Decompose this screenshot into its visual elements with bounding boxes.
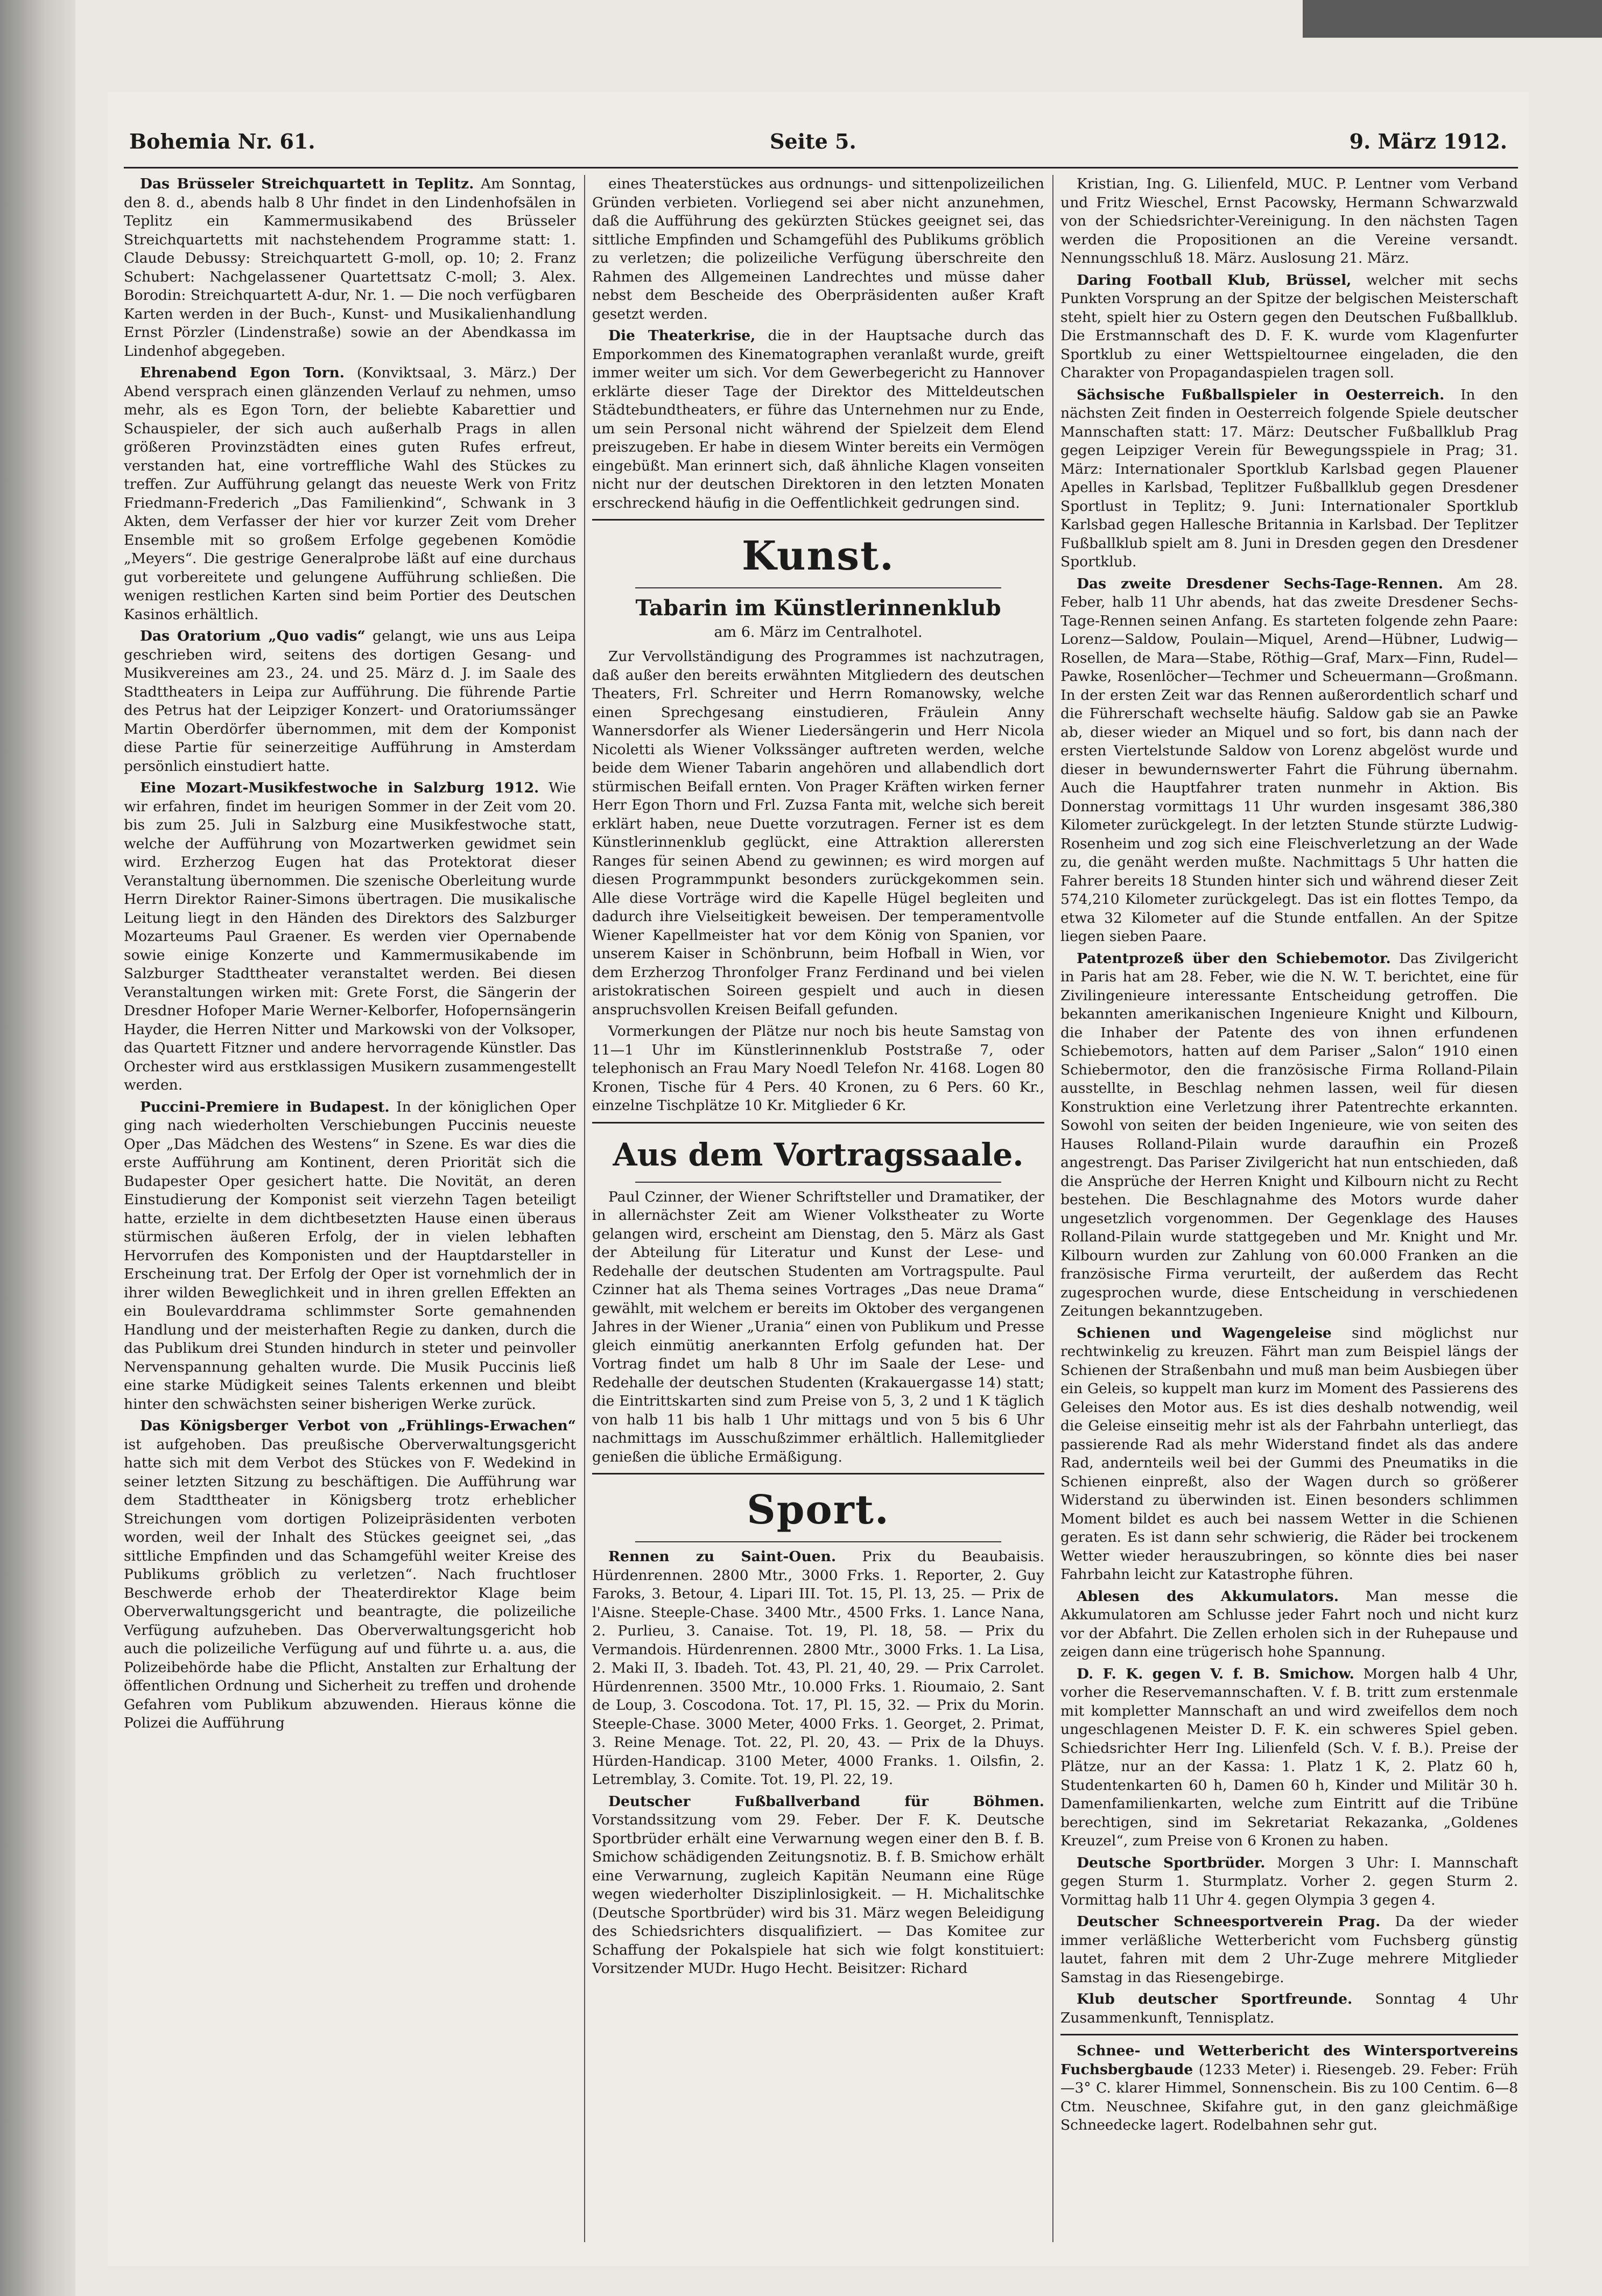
article <box>124 1098 576 1414</box>
article-text: (1233 Meter) i. Riesengeb. 29. Feber: Früh —3° C. klarer Himmel, Sonnenschein. Bis zu 100 Centim. 6—8 Ctm. Neuschnee, Skifahre gut, in den ganz gleichmäßige Schneedecke lagert. Rodelbahnen sehr gut. <box>1060 2061 1518 2133</box>
section-rule <box>592 519 1044 521</box>
heading-underline <box>635 587 1001 588</box>
article-title: Daring Football Klub, Brüssel, <box>1077 271 1352 289</box>
page-number: Seite 5. <box>770 129 856 153</box>
column-3 <box>1060 175 1518 2242</box>
article-title: Rennen zu Saint-Ouen. <box>608 1548 837 1565</box>
scan-left-edge <box>0 0 75 2296</box>
article <box>1060 2042 1518 2135</box>
article <box>1060 575 1518 946</box>
article-title: Sächsische Fußballspieler in Oesterreich. <box>1077 386 1445 403</box>
issue-date: 9. März 1912. <box>1349 129 1507 153</box>
article-text: Da der wieder immer verläßliche Wetterbericht vom Fuchsberg günstig lautet, fahren mit dem 2 Uhr-Zuge mehrere Mitglieder Samstag in das Riesengebirge. <box>1060 1913 1518 1986</box>
article-title: Deutsche Sportbrüder. <box>1077 1854 1266 1871</box>
article-text: Vorstandssitzung vom 29. Feber. Der F. K. Deutsche Sportbrüder erhält eine Verwarnung wegen einer den B. f. B. Smichow schädigenden Zeitungsnotiz. B. f. B. Smichow erhält eine Verwarnung, zugleich Kapitän Neumann eine Rüge wegen wiederholter Disziplinlosigkeit. — H. Michalitschke (Deutsche Sportbrüder) wird bis 31. März wegen Beleidigung des Schiedsrichters disqualifiziert. — Das Komitee zur Schaffung der Pokalspiele hat sich wie folgt konstituiert: Vorsitzender MUDr. Hugo Hecht. Beisitzer: Richard <box>592 1811 1044 1977</box>
column-2 <box>592 175 1044 2242</box>
article-title: Das Oratorium „Quo vadis“ <box>140 628 366 644</box>
article-text: die in der Hauptsache durch das Emporkommen des Kinematographen veranlaßt wurde, greift immer weiter um sich. Vor dem Gewerbegericht zu Hannover erklärte dieser Tage der Direktor des Mitteldeutschen Städtebundtheaters, er führe das Unternehmen nur zu Ende, um sein Personal nicht während der Spielzeit dem Elend preiszugeben. Er habe in diesem Winter bereits ein Vermögen eingebüßt. Man erinnert sich, daß ähnliche Klagen vonseiten nicht nur der deutschen Direktoren in den letzten Monaten erschreckend häufig in die Oeffentlichkeit gedrungen sind. <box>592 327 1044 511</box>
running-head <box>108 129 1529 162</box>
section-rule <box>592 1473 1044 1475</box>
article-paragraph: Zur Vervollständigung des Programmes ist nachzutragen, daß außer den bereits erwähnten Mitgliedern des deutschen Theaters, Frl. Schreiter und Herrn Romanowsky, welche einen Sprechgesang einstudieren, Fräulein Anny Wannersdorfer als Wiener Liedersängerin und Herr Nicola Nicoletti als Wiener Volkssänger auftreten werden, welche beide dem Wiener Tabarin angehören und allabendlich dort stürmischen Beifall ernten. Von Prager Kräften wirken ferner Herr Egon Thorn und Frl. Zuzsa Fanta mit, welche sich bereit erklärt haben, neue Duette vorzutragen. Ferner ist es dem Künstlerinnenklub geglückt, eine Attraktion allerersten Ranges für seinen Abend zu gewinnen; es wird morgen auf diesen Programmpunkt besonders zurückgekommen sein. Alle diese Vorträge wird die Kapelle Hügel begleiten und dadurch ihre Vielseitigkeit beweisen. Der temperamentvolle Wiener Kapellmeister hat vor dem König von Spanien, vor unserem Kaiser in Schönbrunn, beim Hofball in Wien, vor dem Erzherzog Thronfolger Franz Ferdinand und bei vielen aristokratischen Soireen gespielt und auch in diesen anspruchsvollen Kreisen Beifall gefunden. <box>592 648 1044 1018</box>
article <box>1060 271 1518 383</box>
article-title: Klub deutscher Sportfreunde. <box>1077 1991 1353 2007</box>
article-paragraph: Paul Czinner, der Wiener Schriftsteller und Dramatiker, der in allernächster Zeit am Wiener Volkstheater zu Worte gelangen wird, erscheint am Dienstag, den 5. März als Gast der Abteilung für Literatur und Kunst der Lese- und Redehalle der deutschen Studenten am Vortragspulte. Paul Czinner hat als Thema seines Vortrages „Das neue Drama“ gewählt, mit welchem er bereits im Oktober des vergangenen Jahres in der Wiener „Urania“ einen von Publikum und Presse gleich einmütig anerkannten Erfolg gefunden hat. Der Vortrag findet um halb 8 Uhr im Saale der Lese- und Redehalle der deutschen Studenten (Krakauergasse 14) statt; die Eintrittskarten sind zum Preise von 5, 3, 2 und 1 K täglich von halb 11 bis halb 1 Uhr mittags und von 5 bis 6 Uhr nachmittags im Ausschußzimmer erhältlich. Hallemitglieder genießen die übliche Ermäßigung. <box>592 1188 1044 1465</box>
article-title: Ablesen des Akkumulators. <box>1077 1588 1339 1605</box>
article-text: Prix du Beaubaisis. Hürdenrennen. 2800 Mtr., 3000 Frks. 1. Reporter, 2. Guy Faroks, 3. Betour, 4. Lipari III. Tot. 15, Pl. 13, 25. — Prix de l'Aisne. Steeple-Chase. 3400 Mtr., 4500 Frks. 1. Lance Nana, 2. Purlieu, 3. Canaise. Tot. 19, Pl. 18, 58. — Prix du Vermandois. Hürdenrennen. 2800 Mtr., 3000 Frks. 1. La Lisa, 2. Maki II, 3. Ibadeh. Tot. 43, Pl. 21, 40, 29. — Prix Carrolet. Hürdenrennen. 3500 Mtr., 10.000 Frks. 1. Rioumaio, 2. Sant de Loup, 3. Coscodona. Tot. 17, Pl. 15, 32. — Prix du Morin. Steeple-Chase. 3000 Meter, 4000 Frks. 1. Georget, 2. Primat, 3. Reine Menage. Tot. 22, Pl. 20, 43. — Prix de la Dhuys. Hürden-Handicap. 3100 Meter, 4000 Franks. 1. Oilsfin, 2. Letremblay, 3. Comite. Tot. 19, Pl. 22, 19. <box>592 1548 1044 1788</box>
article <box>124 779 576 1095</box>
article-text: Morgen 3 Uhr: I. Mannschaft gegen Sturm 1. Sturmplatz. Vorher 2. gegen Sturm 2. Vormittag halb 11 Uhr 4. gegen Olympia 3 gegen 4. <box>1060 1854 1518 1908</box>
article-text: Am Sonntag, den 8. d., abends halb 8 Uhr findet in den Lindenhofsälen in Teplitz ein Kammermusikabend des Brüsseler Streichquartetts mit nachstehendem Programme statt: 1. Claude Debussy: Streichquartett G-moll, op. 10; 2. Franz Schubert: Nachgelassener Quartettsatz C-moll; 3. Alex. Borodin: Streichquartett A-dur, Nr. 1. — Die noch verfügbaren Karten werden in der Buch-, Kunst- und Musikalienhandlung Ernst Pörzler (Lindenstraße) sowie an der Abendkassa im Lindenhof abgegeben. <box>124 175 576 360</box>
article <box>124 627 576 776</box>
article-title: Die Theaterkrise, <box>608 327 756 344</box>
article-text: Das Zivilgericht in Paris hat am 28. Feber, wie die N. W. T. berichtet, eine für Zivilingenieure interessante Entscheidung getroffen. Die bekannten amerikanischen Ingenieure Knight und Kilbourn, die Inhaber der Patente des von ihnen erfundenen Schiebemotors, hatten auf dem Pariser „Salon“ 1910 einen Schiebermotor, den die französische Firma Rolland-Pilain ausstellte, in Beschlag nehmen lassen, weil für diesen Konstruktion eine Verletzung ihrer Patentrechte erkannten. Sowohl von seiten der beiden Ingenieure, wie von seiten des Hauses Rolland-Pilain wurde daraufhin ein Prozeß angestrengt. Das Pariser Zivilgericht hat nun entschieden, daß die Ansprüche der Herren Knight und Kilbourn nicht zu Recht bestehen. Die Beschlagnahme des Motors wurde daher ungesetzlich vorgenommen. Der Gegenklage des Hauses Rolland-Pilain wurde stattgegeben und Mr. Knight und Mr. Kilbourn wurden zur Zahlung von 60.000 Franken an die französische Firma verurteilt, der außerdem das Recht zugesprochen wurde, diese Entscheidung in verschiedenen Zeitungen bekanntzugeben. <box>1060 950 1518 1319</box>
article-text: eines Theaterstückes aus ordnungs- und sittenpolizeilichen Gründen verbieten. Vorliegend sei aber nicht anzunehmen, daß die Aufführung des gekürzten Stückes geeignet sei, das sittliche Empfinden und Schamgefühl des Publikums gröblich zu verletzen; die polizeiliche Verfügung überschreite den Rahmen des Allgemeinen Landrechtes und müsse daher nebst dem Bescheide des Oberpräsidenten außer Kraft gesetzt werden. <box>592 175 1044 322</box>
article-text: Wie wir erfahren, findet im heurigen Sommer in der Zeit vom 20. bis zum 25. Juli in Salzburg eine Musikfestwoche statt, welche der Aufführung von Mozartwerken gewidmet sein wird. Erzherzog Eugen hat das Protektorat dieser Veranstaltung übernommen. Die szenische Oberleitung wurde Herrn Direktor Rainer-Simons übertragen. Die musikalische Leitung liegt in den Händen des Direktors des Salzburger Mozarteums Paul Graener. Es werden vier Opernabende sowie einige Konzerte und Kammermusikabende im Salzburger Stadttheater veranstaltet werden. Bei diesen Veranstaltungen wirken mit: Grete Forst, die Sängerin der Dresdner Hofoper Marie Werner-Kelborfer, Hofopernsängerin Hayder, die Herren Nitter und Markowski von der Volksoper, das Quartett Fitzner und andere hervorragende Künstler. Das Orchester wird aus erstklassigen Musikern zusammengestellt werden. <box>124 780 576 1093</box>
article-paragraph: Vormerkungen der Plätze nur noch bis heute Samstag von 11—1 Uhr im Künstlerinnenklub Poststraße 7, oder telephonisch an Frau Mary Noedl Telefon Nr. 4168. Logen 80 Kronen, Tische für 4 Pers. 40 Kronen, zu 6 Pers. 60 Kr., einzelne Tischplätze 10 Kr. Mitglieder 6 Kr. <box>592 1023 1044 1114</box>
newspaper-page <box>108 92 1529 2266</box>
section-heading-kunst: Kunst. <box>742 533 895 579</box>
article <box>1060 1324 1518 1584</box>
article <box>1060 1913 1518 1987</box>
article-title: Patentprozeß über den Schiebemotor. <box>1077 950 1391 967</box>
article-text: In der königlichen Oper ging nach wiederholten Verschiebungen Puccinis neueste Oper „Das Mädchen des Westens“ in Szene. Es war dies die erste Aufführung am Kontinent, deren Priorität sich die Budapester Oper gesichert hatte. Die Novität, an deren Einstudierung der Komponist seit vierzehn Tagen beteiligt hatte, erzielte in dem dichtbesetzten Hause einen überaus stürmischen äußeren Erfolg, der in vielen lebhaften Hervorrufen des Komponisten und der Hauptdarsteller in Erscheinung trat. Der Erfolg der Oper ist vornehmlich der in ihrer wilden Beweglichkeit und in ihren grellen Effekten an ein Boulevarddrama schlimmster Sorte gemahnenden Handlung und der meisterhaften Regie zu danken, durch die das Publikum drei Stunden hindurch in steter und peinvoller Nervenspannung gehalten wurde. Die Musik Puccinis ließ eine starke Müdigkeit seines Talents erkennen und bleibt hinter den schwächsten seiner bisherigen Werke zurück. <box>124 1098 576 1413</box>
article-title: Puccini-Premiere in Budapest. <box>140 1098 390 1115</box>
article-dateline: am 6. März im Centralhotel. <box>714 624 923 641</box>
article-title: Das Brüsseler Streichquartett in Teplitz. <box>140 175 474 192</box>
article <box>1060 386 1518 572</box>
article-title: Deutscher Schneesportverein Prag. <box>1077 1913 1381 1930</box>
article-text: Am 28. Feber, halb 11 Uhr abends, hat das zweite Dresdener Sechs-Tage-Rennen seinen Anfang. Es starteten folgende zehn Paare: Lorenz—Saldow, Poulain—Miquel, Arend—Hübner, Ludwig—Rosellen, de Mara—Stabe, Röthig—Graf, Marx—Finn, Rudel—Pawke, Rosenlöcher—Techmer und Scheuermann—Großmann. In der ersten Zeit war das Rennen außerordentlich scharf und die Führerschaft wechselte häufig. Saldow gab sie an Pawke ab, dieser wieder an Miquel und so fort, bis dann nach der ersten Viertelstunde Saldow von Lorenz abgelöst wurde und dieser in bewundernswerter Fahrt die Führung übernahm. Auch die Hauptfahrer traten nunmehr in Aktion. Bis Donnerstag vormittags 11 Uhr wurden insgesamt 386,380 Kilometer zurückgelegt. In der letzten Stunde stürzte Ludwig-Rosenheim und zog sich eine Fleischverletzung an der Wade zu, die genäht werden mußte. Nachmittags 5 Uhr hatten die Fahrer bereits 18 Stunden hinter sich und während dieser Zeit 574,210 Kilometer zurückgelegt. Das ist ein flottes Tempo, da etwa 32 Kilometer auf die Stunde entfallen. An der Spitze liegen sieben Paare. <box>1060 575 1518 945</box>
article <box>1060 175 1518 268</box>
article-title: Eine Mozart-Musikfestwoche in Salzburg 1912. <box>140 780 539 796</box>
article-text: In den nächsten Zeit finden in Oesterreich folgende Spiele deutscher Mannschaften statt: 17. März: Deutscher Fußballklub Prag gegen Leipziger Verein für Bewegungsspiele in Prag; 31. März: Internationaler Sportklub Karlsbad gegen Plauener Apelles in Karlsbad, Teplitzer Fußballklub gegen Dresdener Sportlust in Teplitz; 9. Juni: Internationaler Sportklub Karlsbad gegen Hallesche Britannia in Karlsbad. Der Teplitzer Fußballklub spielt am 8. Juni in Dresden gegen den Dresdener Sportklub. <box>1060 386 1518 570</box>
column-divider <box>1052 175 1053 2242</box>
scan-top-edge <box>1303 0 1602 38</box>
heading-underline <box>635 1182 1001 1183</box>
article-title: Schienen und Wagengeleise <box>1077 1324 1332 1342</box>
article <box>1060 1854 1518 1910</box>
article <box>124 364 576 624</box>
article <box>592 1793 1044 1978</box>
article-text: Kristian, Ing. G. Lilienfeld, MUC. P. Lentner vom Verband und Fritz Wieschel, Ernst Pacowsky, Hermann Schwarzwald von der Schiedsrichter-Vereinigung. In den nächsten Tagen werden die Propositionen an die Vereine versandt. Nennungsschluß 18. März. Auslosung 21. März. <box>1060 175 1518 266</box>
article-title: Ehrenabend Egon Torn. <box>140 364 345 381</box>
header-rule <box>124 167 1518 168</box>
heading-underline <box>635 1541 1001 1542</box>
article <box>1060 1665 1518 1851</box>
article-text: welcher mit sechs Punkten Vorsprung an der Spitze der belgischen Meisterschaft steht, spielt hier zu Ostern gegen den Deutschen Fußballklub. Die Erstmannschaft des D. F. K. wurde vom Klagenfurter Sportklub zu einer Wettspieltournee eingeladen, die den Charakter von Propagandaspielen tragen soll. <box>1060 271 1518 381</box>
article-title: Das zweite Dresdener Sechs-Tage-Rennen. <box>1077 575 1443 592</box>
article <box>1060 950 1518 1321</box>
article-title: Deutscher Fußballverband für Böhmen. <box>608 1793 1044 1810</box>
article-text: Sonntag 4 Uhr Zusammenkunft, Tennisplatz. <box>1060 1991 1518 2026</box>
column-1 <box>124 175 576 2242</box>
article <box>592 1548 1044 1789</box>
article-title: Das Königsberger Verbot von „Frühlings-Erwachen“ <box>140 1417 576 1434</box>
column-divider <box>584 175 585 2242</box>
article-text: Morgen halb 4 Uhr, vorher die Reservemannschaften. V. f. B. tritt zum erstenmale mit kompletter Mannschaft an und wird zweifellos dem noch ungeschlagenen Meister D. F. K. ein schweres Spiel geben. Schiedsrichter Herr Ing. Lilienfeld (Sch. V. f. B.). Preise der Plätze, nur an der Kassa: 1. Platz 1 K, 2. Platz 60 h, Studentenkarten 60 h, Damen 60 h, Kinder und Militär 30 h. Damenfamilienkarten, welche zum Eintritt auf die Tribüne berechtigen, sind im Sekretariat Rekazanka, „Goldenes Kreuzel“, zum Preise von 6 Kronen zu haben. <box>1060 1665 1518 1849</box>
article-text: gelangt, wie uns aus Leipa geschrieben wird, seitens des dortigen Gesang- und Musikvereines am 23., 24. und 25. März d. J. im Saale des Stadttheaters in Leipa zur Aufführung. Die führende Partie des Petrus hat der Leipziger Konzert- und Oratoriumssänger Martin Oberdörfer übernommen, mit dem der Komponist diese Partie für seinerzeitige Aufführung in Amsterdam persönlich einstudiert hatte. <box>124 628 576 775</box>
issue-number: Bohemia Nr. 61. <box>129 129 315 153</box>
section-heading-vortragssaal: Aus dem Vortragssaale. <box>613 1136 1024 1173</box>
article-headline: Tabarin im Künstlerinnenklub <box>635 595 1001 621</box>
article <box>592 175 1044 324</box>
article <box>124 175 576 361</box>
article-text: Man messe die Akkumulatoren am Schlusse jeder Fahrt noch und nicht kurz vor der Abfahrt. Die Zellen erholen sich in der Ruhepause und zeigen dann eine trügerisch hohe Spannung. <box>1060 1588 1518 1660</box>
section-rule <box>592 1122 1044 1124</box>
article-text: (Konviktsaal, 3. März.) Der Abend versprach einen glänzenden Verlauf zu nehmen, umso mehr, als es Egon Torn, der beliebte Kabarettier und Schauspieler, der sich auch außerhalb Prags in allen größeren Provinzstädten eines guten Rufes erfreut, verstanden hat, eine vortreffliche Wahl des Stückes zu treffen. Zur Aufführung gelangt das neueste Werk von Fritz Friedmann-Frederich „Das Familienkind“, Schwank in 3 Akten, dem Verfasser der hier vor kurzer Zeit vom Dreher Ensemble mit so großem Erfolge gegebenen Komödie „Meyers“. Die gestrige Generalprobe läßt auf eine durchaus gut vorbereitete und gelungene Aufführung schließen. Die wenigen restlichen Karten sind beim Portier des Deutschen Kasinos erhältlich. <box>124 364 576 623</box>
article <box>592 327 1044 512</box>
section-rule <box>1060 2034 1518 2035</box>
article-title: D. F. K. gegen V. f. B. Smichow. <box>1077 1665 1354 1682</box>
article <box>1060 1588 1518 1662</box>
article <box>124 1417 576 1733</box>
article <box>1060 1990 1518 2027</box>
article-text: sind möglichst nur rechtwinkelig zu kreuzen. Fährt man zum Beispiel längs der Schienen der Straßenbahn und muß man beim Ausbiegen über ein Geleis, so kuppelt man kurz im Moment des Passierens des Geleises den Motor aus. Es ist dies deshalb notwendig, weil die Geleise einseitig mehr ist als der Fahrbahn unterliegt, das passierende Rad als mehr Widerstand findet als das andere Rad, andernteils weil bei der Gummi des Pneumatiks in die Schienen einpreßt, also der Wagen durch so größerer Widerstand zu überwinden ist. Einen besonders schlimmen Moment bildet es auch bei nassem Wetter in die Schienen geraten. Es ist dann sehr schwierig, die Räder bei trockenem Wetter wieder herauszubringen, so könnte dies bei naser Fahrbahn leicht zur Katastrophe führen. <box>1060 1324 1518 1583</box>
article-title: Schnee- und Wetterbericht des Wintersportvereins Fuchsbergbaude <box>1060 2042 1518 2078</box>
section-heading-sport: Sport. <box>747 1487 890 1533</box>
article-text: ist aufgehoben. Das preußische Oberverwaltungsgericht hatte sich mit dem Verbot des Stückes von F. Wedekind in seiner letzten Sitzung zu beschäftigen. Die Aufführung war dem Stadttheater in Königsberg trotz erheblicher Streichungen vom dortigen Polizeipräsidenten verboten worden, weil der Inhalt des Stückes geeignet sei, „das sittliche Empfinden und das Schamgefühl weiter Kreise des Publikums gröblich zu verletzen“. Nach fruchtloser Beschwerde erhob der Theaterdirektor Klage beim Oberverwaltungsgericht und beantragte, die polizeiliche Verfügung aufzuheben. Das Oberverwaltungsgericht hob auch die polizeiliche Verfügung auf und führte u. a. aus, die Polizeibehörde habe die Pflicht, Anstalten zur Erhaltung der öffentlichen Ordnung und Sicherheit zu treffen und drohende Gefahren vom Publikum abzuwenden. Hieraus könne die Polizei die Aufführung <box>124 1436 576 1731</box>
